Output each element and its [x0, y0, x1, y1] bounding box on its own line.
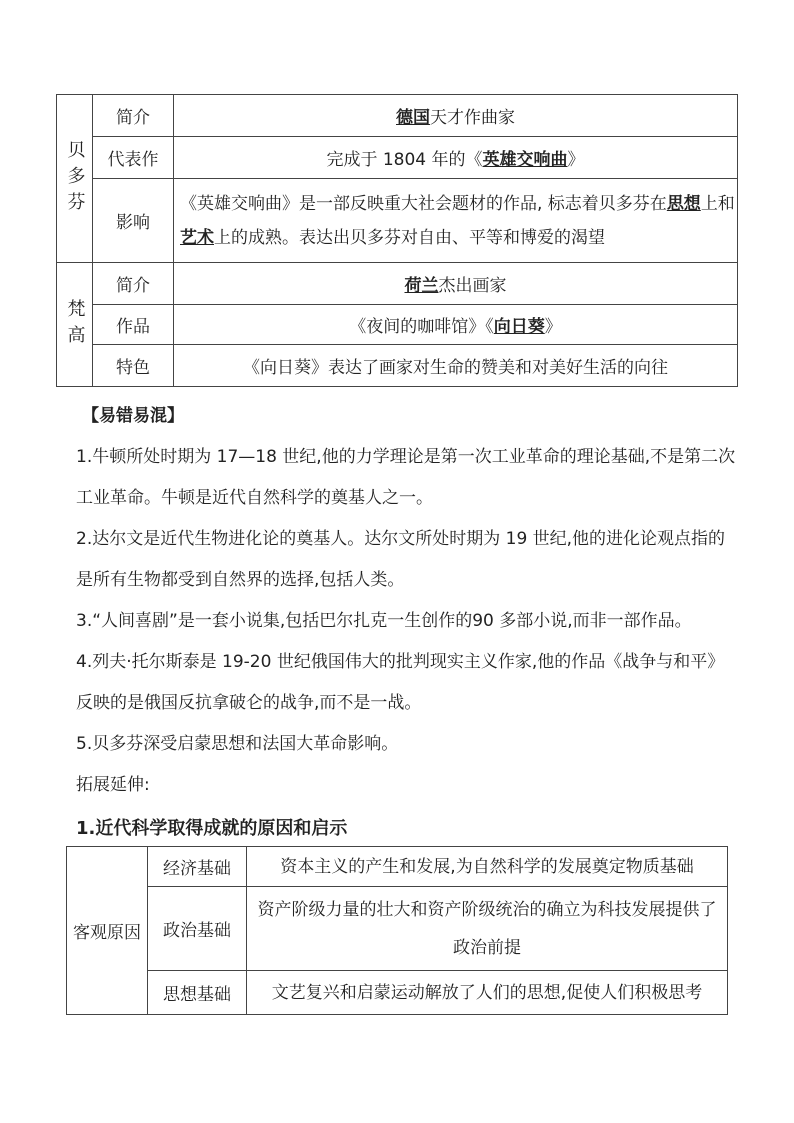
beethoven-impact-key: 影响 [93, 179, 174, 263]
beethoven-impact-value: 《英雄交响曲》是一部反映重大社会题材的作品, 标志着贝多芬在思想上和艺术上的成熟。表达出贝多芬对自由、平等和博爱的渴望 [174, 179, 738, 263]
reason-key: 政治基础 [148, 887, 247, 971]
note-item: 2.达尔文是近代生物进化论的奠基人。达尔文所处时期为 19 世纪,他的进化论观点指的是所有生物都受到自然界的选择,包括人类。 [76, 529, 726, 590]
section-title: 1.近代科学取得成就的原因和启示 [76, 818, 348, 839]
note-item: 4.列夫·托尔斯泰是 19-20 世纪俄国伟大的批判现实主义作家,他的作品《战争与和平》反映的是俄国反抗拿破仑的战争,而不是一战。 [76, 652, 725, 713]
extension-label: 拓展延伸: [76, 775, 150, 795]
common-mistakes-section [76, 396, 736, 765]
reason-key: 思想基础 [148, 971, 247, 1015]
reason-text: 资本主义的产生和发展,为自然科学的发展奠定物质基础 [247, 847, 728, 887]
science-reasons-table [66, 846, 728, 1015]
beethoven-work-key: 代表作 [93, 137, 174, 179]
beethoven-intro-value: 德国天才作曲家 [174, 95, 738, 137]
reason-text: 资产阶级力量的壮大和资产阶级统治的确立为科技发展提供了政治前提 [247, 887, 728, 971]
vangogh-work-value: 《夜间的咖啡馆》《向日葵》 [174, 305, 738, 345]
beethoven-work-value: 完成于 1804 年的《英雄交响曲》 [174, 137, 738, 179]
note-item: 1.牛顿所处时期为 17—18 世纪,他的力学理论是第一次工业革命的理论基础,不是第二次工业革命。牛顿是近代自然科学的奠基人之一。 [76, 447, 736, 508]
beethoven-intro-key: 简介 [93, 95, 174, 137]
vangogh-feature-value: 《向日葵》表达了画家对生命的赞美和对美好生活的向往 [174, 345, 738, 387]
note-item: 3.“人间喜剧”是一套小说集,包括巴尔扎克一生创作的90 多部小说,而非一部作品。 [76, 611, 692, 631]
vangogh-name: 梵高 [57, 263, 93, 387]
common-mistakes-heading: 【易错易混】 [82, 406, 184, 426]
reason-text: 文艺复兴和启蒙运动解放了人们的思想,促使人们积极思考 [247, 971, 728, 1015]
reason-key: 经济基础 [148, 847, 247, 887]
reasons-category: 客观原因 [67, 847, 148, 1015]
vangogh-feature-key: 特色 [93, 345, 174, 387]
vangogh-intro-value: 荷兰杰出画家 [174, 263, 738, 305]
composer-painter-table [56, 94, 738, 387]
note-item: 5.贝多芬深受启蒙思想和法国大革命影响。 [76, 734, 399, 754]
vangogh-intro-key: 简介 [93, 263, 174, 305]
beethoven-name: 贝多芬 [57, 95, 93, 263]
vangogh-work-key: 作品 [93, 305, 174, 345]
